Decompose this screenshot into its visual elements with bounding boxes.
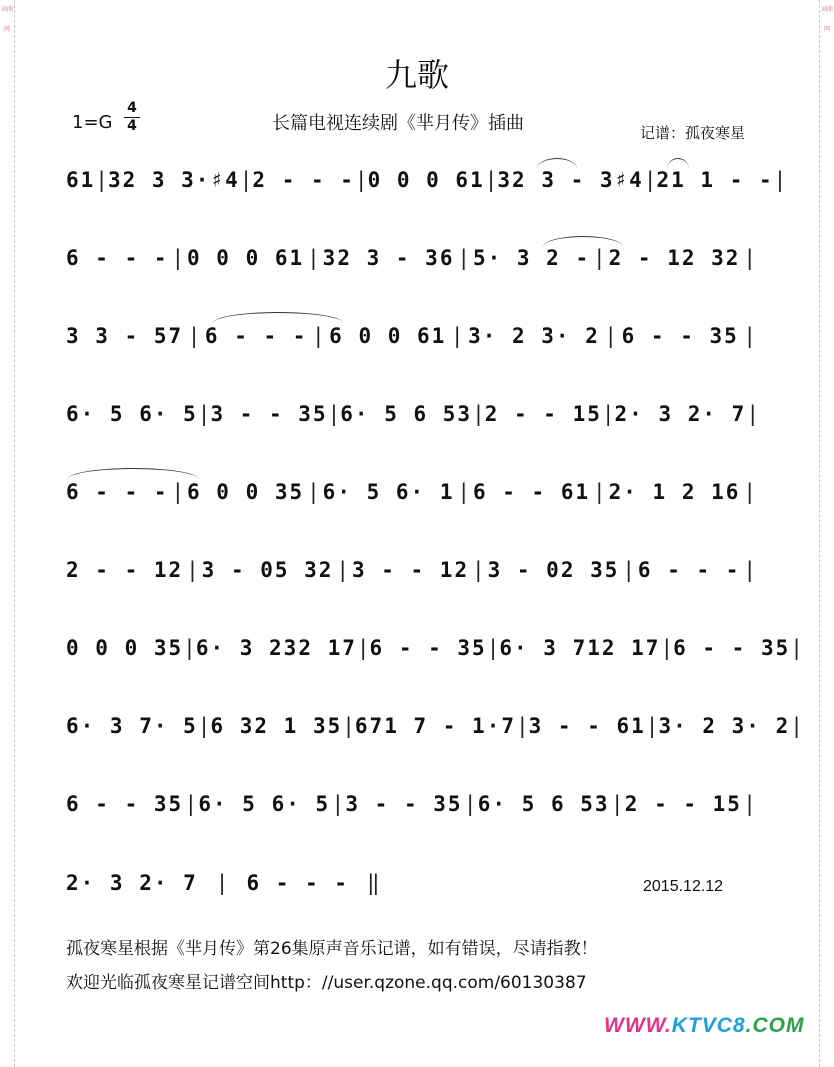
site-logo-part: KTVC8 xyxy=(671,1014,746,1037)
barline: | xyxy=(743,558,756,582)
measure: 2· 3 2· 7 xyxy=(614,402,747,426)
score-row xyxy=(66,163,787,197)
slur-mark xyxy=(213,312,343,323)
measure: 6· 3 232 17 xyxy=(195,636,357,660)
measure: 671 7 - 1·7 xyxy=(354,714,516,738)
measure: 2 - - 15 xyxy=(484,402,602,426)
measure: 3 - 02 35 xyxy=(487,558,620,582)
time-signature xyxy=(124,100,140,135)
measure: 3· 2 3· 2 xyxy=(468,324,600,348)
key-signature: 1=G xyxy=(72,112,113,133)
time-signature-bottom: 4 xyxy=(124,117,140,135)
barline: | xyxy=(472,558,485,582)
footer-note-link: 欢迎光临孤夜寒星记谱空间http：//user.qzone.qq.com/60130387 xyxy=(66,973,587,993)
measure: 6 - - - xyxy=(637,558,741,582)
barline: | xyxy=(327,402,341,426)
barline: | xyxy=(593,246,606,270)
measure: 6· 5 6· 5 xyxy=(198,792,331,816)
barline: | xyxy=(790,636,803,660)
barline: | xyxy=(743,246,756,270)
barline: | xyxy=(186,558,199,582)
watermark-text: 词曲网 xyxy=(0,6,13,33)
barline: | xyxy=(184,792,198,816)
transcription-date: 2015.12.12 xyxy=(643,878,724,895)
barline: | xyxy=(354,168,368,192)
measure: 3 - 05 32 xyxy=(201,558,334,582)
song-title: 九歌 xyxy=(384,56,449,94)
watermark-strip-left xyxy=(0,0,15,1067)
barline: | xyxy=(197,714,211,738)
barline: | xyxy=(622,558,635,582)
barline: | xyxy=(95,168,108,192)
barline: | xyxy=(336,558,350,582)
measure: 5· 3 2 - xyxy=(472,246,591,270)
barline: | xyxy=(457,480,471,504)
measure: 0 0 0 61 xyxy=(367,168,485,192)
barline: | xyxy=(183,636,196,660)
measure: 6 - - 35 xyxy=(673,636,791,660)
measure: 6 - - 61 xyxy=(472,480,591,504)
measure: 2 - - 15 xyxy=(624,792,742,816)
score-row xyxy=(66,475,756,509)
site-logo-part: WWW. xyxy=(604,1014,672,1037)
slur-mark xyxy=(667,158,689,169)
measure: 6 - - - xyxy=(66,246,169,270)
measure: 0 0 0 35 xyxy=(66,636,184,660)
slur-mark xyxy=(537,158,577,169)
barline: | xyxy=(356,636,370,660)
barline: | xyxy=(331,792,345,816)
barline: | xyxy=(307,246,320,270)
measure: 6 0 0 35 xyxy=(187,480,305,504)
subtitle: 长篇电视连续剧《芈月传》插曲 xyxy=(272,113,524,134)
barline: | xyxy=(746,402,759,426)
measure: 21 1 - - xyxy=(656,168,774,192)
score-row xyxy=(66,319,756,353)
barline: | xyxy=(239,168,253,192)
measure: 2 - - 12 xyxy=(66,558,184,582)
barline: | xyxy=(171,480,185,504)
score-row xyxy=(66,553,756,587)
barline: | xyxy=(187,324,201,348)
barline: | xyxy=(472,402,485,426)
score-row xyxy=(66,709,803,743)
barline: | xyxy=(660,636,674,660)
transcriber-credit: 记谱：孤夜寒星 xyxy=(640,124,746,142)
watermark-strip-right xyxy=(819,0,834,1067)
barline: | xyxy=(307,480,320,504)
measure: 6· 5 6· 1 xyxy=(322,480,455,504)
measure: 0 0 0 61 xyxy=(187,246,305,270)
measure: 6 32 1 35 xyxy=(210,714,343,738)
barline: | xyxy=(643,168,657,192)
measure: 6 - - - xyxy=(66,480,169,504)
measure: 3 - - 61 xyxy=(528,714,646,738)
barline: | xyxy=(486,636,500,660)
barline: | xyxy=(484,168,498,192)
barline: | xyxy=(311,324,325,348)
measure: 3 - - 35 xyxy=(210,402,328,426)
barline: | xyxy=(342,714,355,738)
measure: 2· 3 2· 7 xyxy=(66,871,198,895)
slur-mark xyxy=(68,468,198,479)
watermark-text: 词曲网 xyxy=(820,6,833,33)
barline: | xyxy=(457,246,471,270)
measure: 6· 3 7· 5 xyxy=(66,714,198,738)
slur-mark xyxy=(543,236,623,247)
measure: 6 - - - xyxy=(204,324,308,348)
measure: 6· 5 6 53 xyxy=(340,402,473,426)
barline: | xyxy=(593,480,606,504)
score-row xyxy=(66,397,759,431)
barline: | xyxy=(743,324,756,348)
measure: 2 - - - xyxy=(252,168,355,192)
barline: | xyxy=(743,792,756,816)
barline: | xyxy=(610,792,624,816)
measure: 6· 5 6 53 xyxy=(477,792,610,816)
barline: | xyxy=(515,714,529,738)
barline: | xyxy=(215,871,229,895)
time-signature-top: 4 xyxy=(127,100,137,116)
measure: 6· 3 712 17 xyxy=(499,636,661,660)
measure: 3 - - 12 xyxy=(351,558,470,582)
barline: | xyxy=(604,324,618,348)
measure: 6 0 0 61 xyxy=(329,324,447,348)
footer-note-errors: 孤夜寒星根据《芈月传》第26集原声音乐记谱，如有错误，尽请指教！ xyxy=(66,939,598,959)
measure: 3 - - 35 xyxy=(345,792,463,816)
measure: 6 - - 35 xyxy=(369,636,487,660)
measure: 3· 2 3· 2 xyxy=(658,714,791,738)
measure: 32 3 - 3♯4 xyxy=(497,168,644,192)
score-row xyxy=(66,787,756,821)
barline: | xyxy=(645,714,659,738)
score-row xyxy=(66,631,803,665)
barline: | xyxy=(743,480,756,504)
barline: | xyxy=(197,402,211,426)
measure: 6· 5 6· 5 xyxy=(66,402,198,426)
barline: | xyxy=(463,792,477,816)
measure: 32 3 - 36 xyxy=(322,246,455,270)
barline: | xyxy=(790,714,803,738)
score-row xyxy=(66,241,756,275)
measure: 2· 1 2 16 xyxy=(608,480,741,504)
barline: ‖ xyxy=(366,871,380,895)
measure: 6 - - 35 xyxy=(621,324,739,348)
measure: 2 - 12 32 xyxy=(608,246,741,270)
barline: | xyxy=(171,246,185,270)
measure: 61 xyxy=(66,168,96,192)
measure: 3 3 - 57 xyxy=(66,324,184,348)
measure: 32 3 3·♯4 xyxy=(107,168,240,192)
site-logo-part: .COM xyxy=(745,1014,805,1037)
measure: 6 - - - xyxy=(246,871,349,895)
site-logo xyxy=(604,1014,804,1038)
barline: | xyxy=(773,168,787,192)
measure: 6 - - 35 xyxy=(66,792,184,816)
barline: | xyxy=(450,324,464,348)
barline: | xyxy=(601,402,615,426)
